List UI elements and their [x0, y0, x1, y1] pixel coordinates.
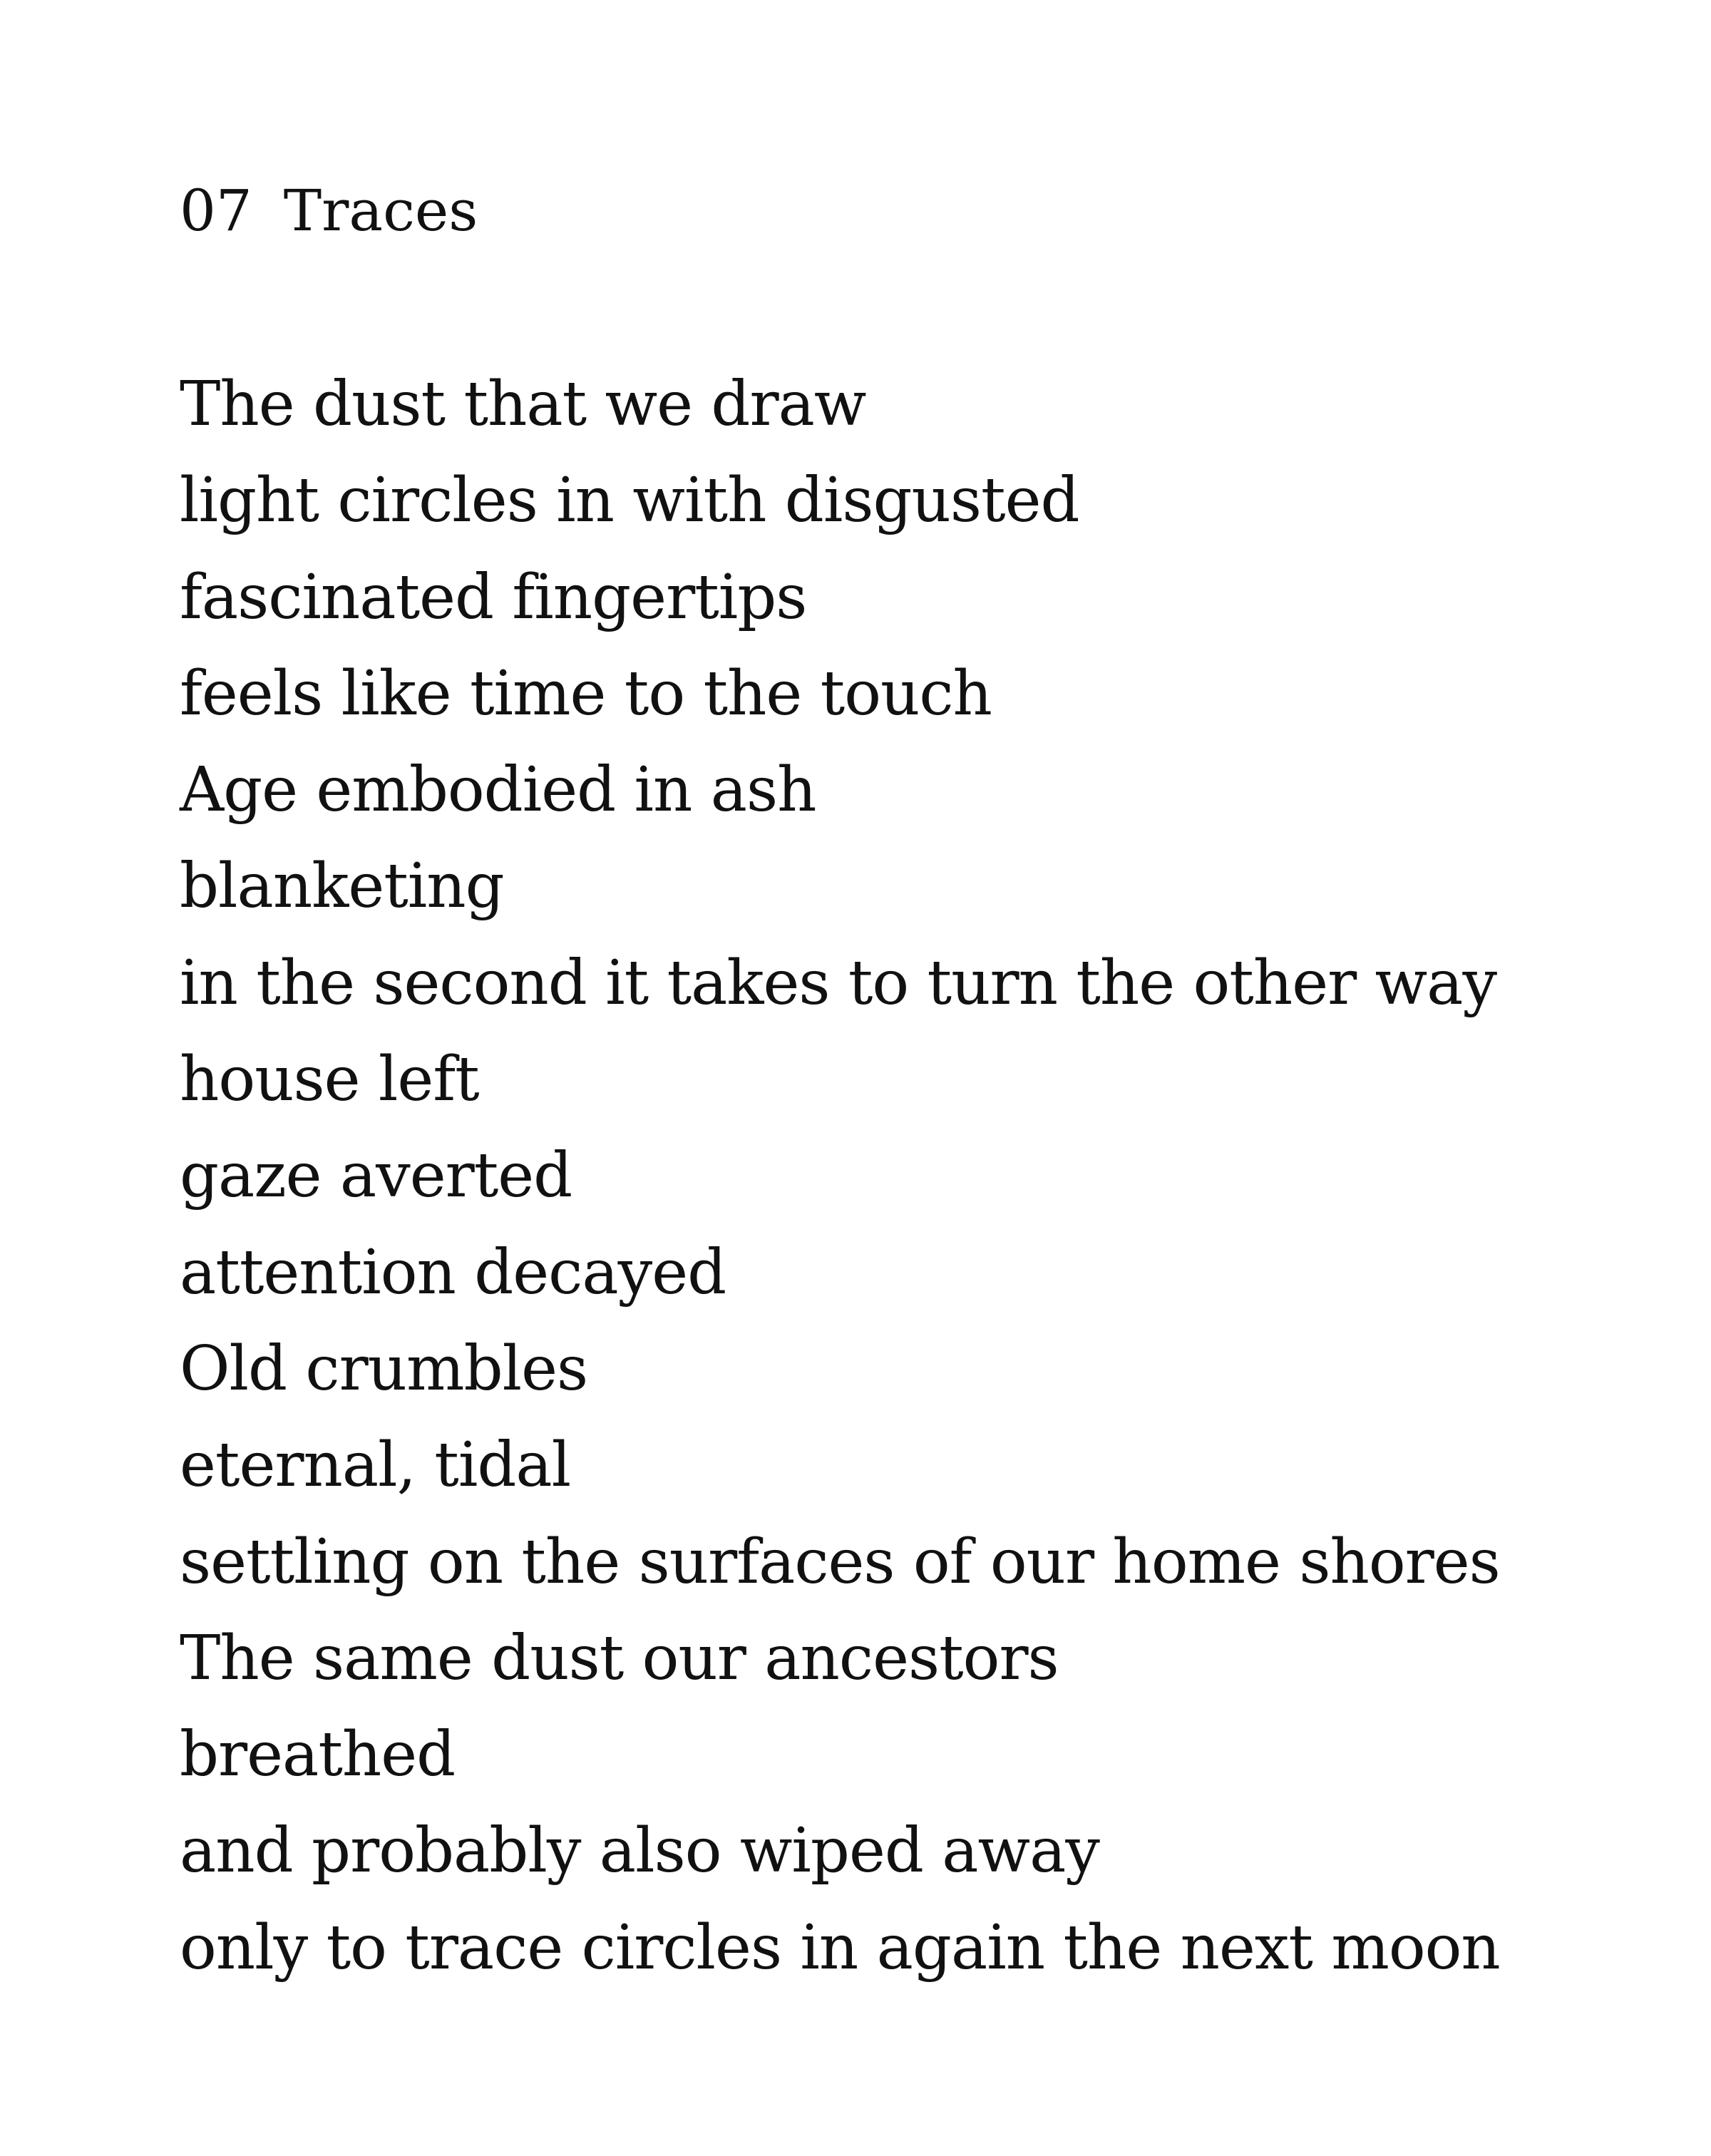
poem-line: fascinated fingertips	[180, 561, 807, 633]
poem-line: Old crumbles	[180, 1333, 588, 1405]
poem-line: attention decayed	[180, 1236, 726, 1308]
poem-line: in the second it takes to turn the other way	[180, 947, 1497, 1019]
poem-body	[180, 356, 1500, 1996]
poem-page	[180, 0, 1677, 2156]
poem-line: blanketing	[180, 851, 504, 923]
poem-line: settling on the surfaces of our home shores	[180, 1526, 1500, 1598]
poem-line: The dust that we draw	[180, 369, 866, 440]
poem-line: only to trace circles in again the next moon	[180, 1911, 1500, 1983]
poem-line: feels like time to the touch	[180, 657, 992, 729]
poem-line: and probably also wiped away	[180, 1815, 1100, 1887]
poem-line: gaze averted	[180, 1140, 572, 1212]
poem-line: The same dust our ancestors	[180, 1622, 1059, 1694]
poem-title: Traces	[283, 178, 478, 244]
poem-line: house left	[180, 1044, 479, 1116]
poem-line: breathed	[180, 1719, 456, 1791]
poem-line: Age embodied in ash	[180, 754, 816, 826]
poem-header	[180, 168, 478, 254]
poem-number: 07	[180, 178, 252, 244]
poem-line: light circles in with disgusted	[180, 465, 1079, 537]
poem-line: eternal, tidal	[180, 1429, 571, 1502]
